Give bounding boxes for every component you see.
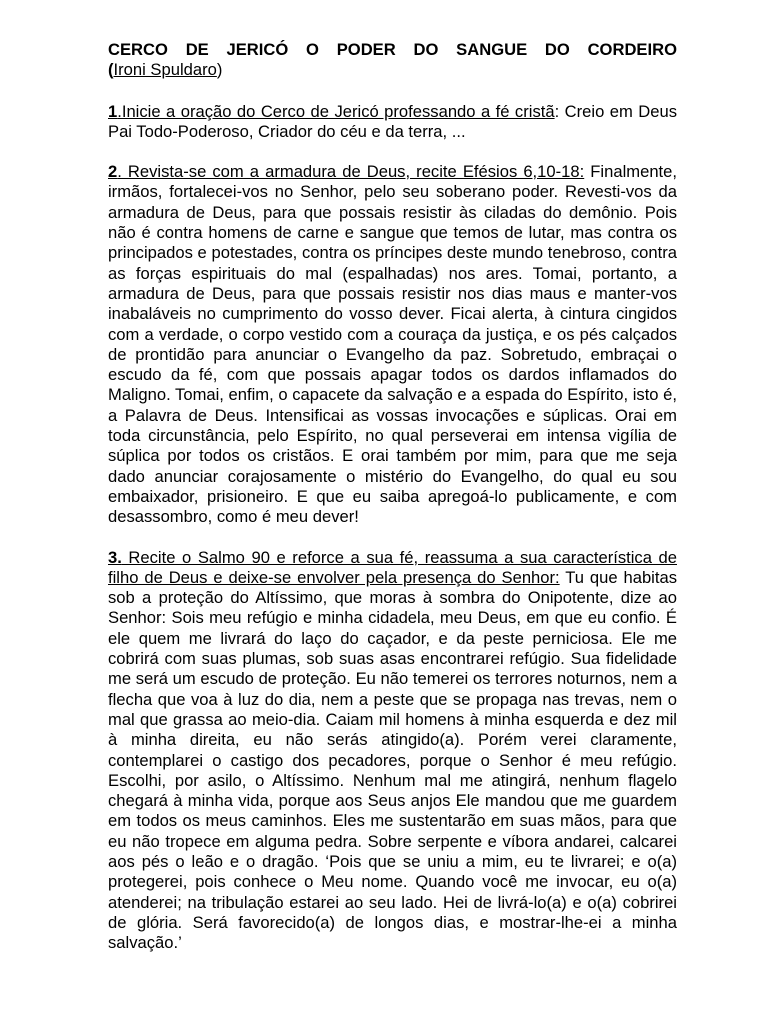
author-line <box>108 60 677 80</box>
author-close-paren: ) <box>216 60 223 80</box>
section-1-lead: .Inicie a oração do Cerco de Jericó professando a fé cristã <box>117 101 555 121</box>
section-2-number: 2 <box>108 162 118 182</box>
section-1-body: : Creio em Deus Pai Todo-Poderoso, Criador do céu e da terra, ... <box>108 101 677 141</box>
author-name: Ironi Spuldaro <box>113 60 217 80</box>
document-title: CERCO DE JERICÓ O PODER DO SANGUE DO CORDEIRO <box>108 40 677 59</box>
section-1-number: 1 <box>108 101 118 121</box>
section-3-body: Tu que habitas sob a proteção do Altíssimo, que moras à sombra do Onipotente, dize ao Senhor: Sois meu refúgio e minha cidadela, meu Deus, em que eu confio. É ele quem me livrará do laço do caçador, e da peste perniciosa. Ele me cobrirá com suas plumas, sob suas asas encontrarei refúgio. Sua fidelidade me será um escudo de proteção. Eu não temerei os terrores noturnos, nem a flecha que voa à luz do dia, nem a peste que se propaga nas trevas, nem o mal que grassa ao meio-dia. Caiam mil homens à minha esquerda e dez mil à minha direita, eu não serás atingido(a). Porém verei claramente, contemplarei o castigo dos pecadores, porque o Senhor é meu refúgio. Escolhi, por asilo, o Altíssimo. Nenhum mal me atingirá, nenhum flagelo chegará à minha vida, porque aos Seus anjos Ele mandou que me guardem em todos os meus caminhos. Eles me sustentarão em suas mãos, para que eu não tropece em alguma pedra. Sobre serpente e víbora andarei, calcarei aos pés o leão e o dragão. ‘Pois que se uniu a mim, eu te livrarei; e o(a) protegerei, pois conhece o Meu nome. Quando você me invocar, eu o(a) atenderei; na tribulação estarei ao seu lado. Hei de livrá-lo(a) e o(a) cobrirei de glória. Será favorecido(a) de longos dias, e mostrar-lhe-ei a minha salvação.’ <box>108 567 677 953</box>
section-1-paragraph <box>108 102 677 143</box>
document-page <box>108 40 677 953</box>
section-3-lead: Recite o Salmo 90 e reforce a sua fé, reassuma a sua característica de filho de Deus e deixe-se envolver pela presença do Senhor: <box>108 547 677 587</box>
section-2-lead: . Revista-se com a armadura de Deus, recite Efésios 6,10-18: <box>117 162 585 182</box>
section-3-number: 3. <box>108 547 122 567</box>
section-3-paragraph <box>108 548 677 954</box>
section-2-body: Finalmente, irmãos, fortalecei-vos no Senhor, pelo seu soberano poder. Revesti-vos da armadura de Deus, para que possais resistir às ciladas do demônio. Pois não é contra homens de carne e sangue que temos de lutar, mas contra os principados e potestades, contra os príncipes deste mundo tenebroso, contra as forças espirituais do mal (espalhadas) nos ares. Tomai, portanto, a armadura de Deus, para que possais resistir nos dias maus e manter-vos inabaláveis no cumprimento do vosso dever. Ficai alerta, à cintura cingidos com a verdade, o corpo vestido com a couraça da justiça, e os pés calçados de prontidão para anunciar o Evangelho da paz. Sobretudo, embraçai o escudo da fé, com que possais apagar todos os dardos inflamados do Maligno. Tomai, enfim, o capacete da salvação e a espada do Espírito, isto é, a Palavra de Deus. Intensificai as vossas invocações e súplicas. Orai em toda circunstância, pelo Espírito, no qual perseverai em intensa vigília de súplica por todos os cristãos. E orai também por mim, para que me seja dado anunciar corajosamente o mistério do Evangelho, do qual eu sou embaixador, prisioneiro. E que eu saiba apregoá-lo publicamente, e com desassombro, como é meu dever! <box>108 162 677 527</box>
section-2-paragraph <box>108 162 677 527</box>
author-open-paren: ( <box>108 60 114 80</box>
